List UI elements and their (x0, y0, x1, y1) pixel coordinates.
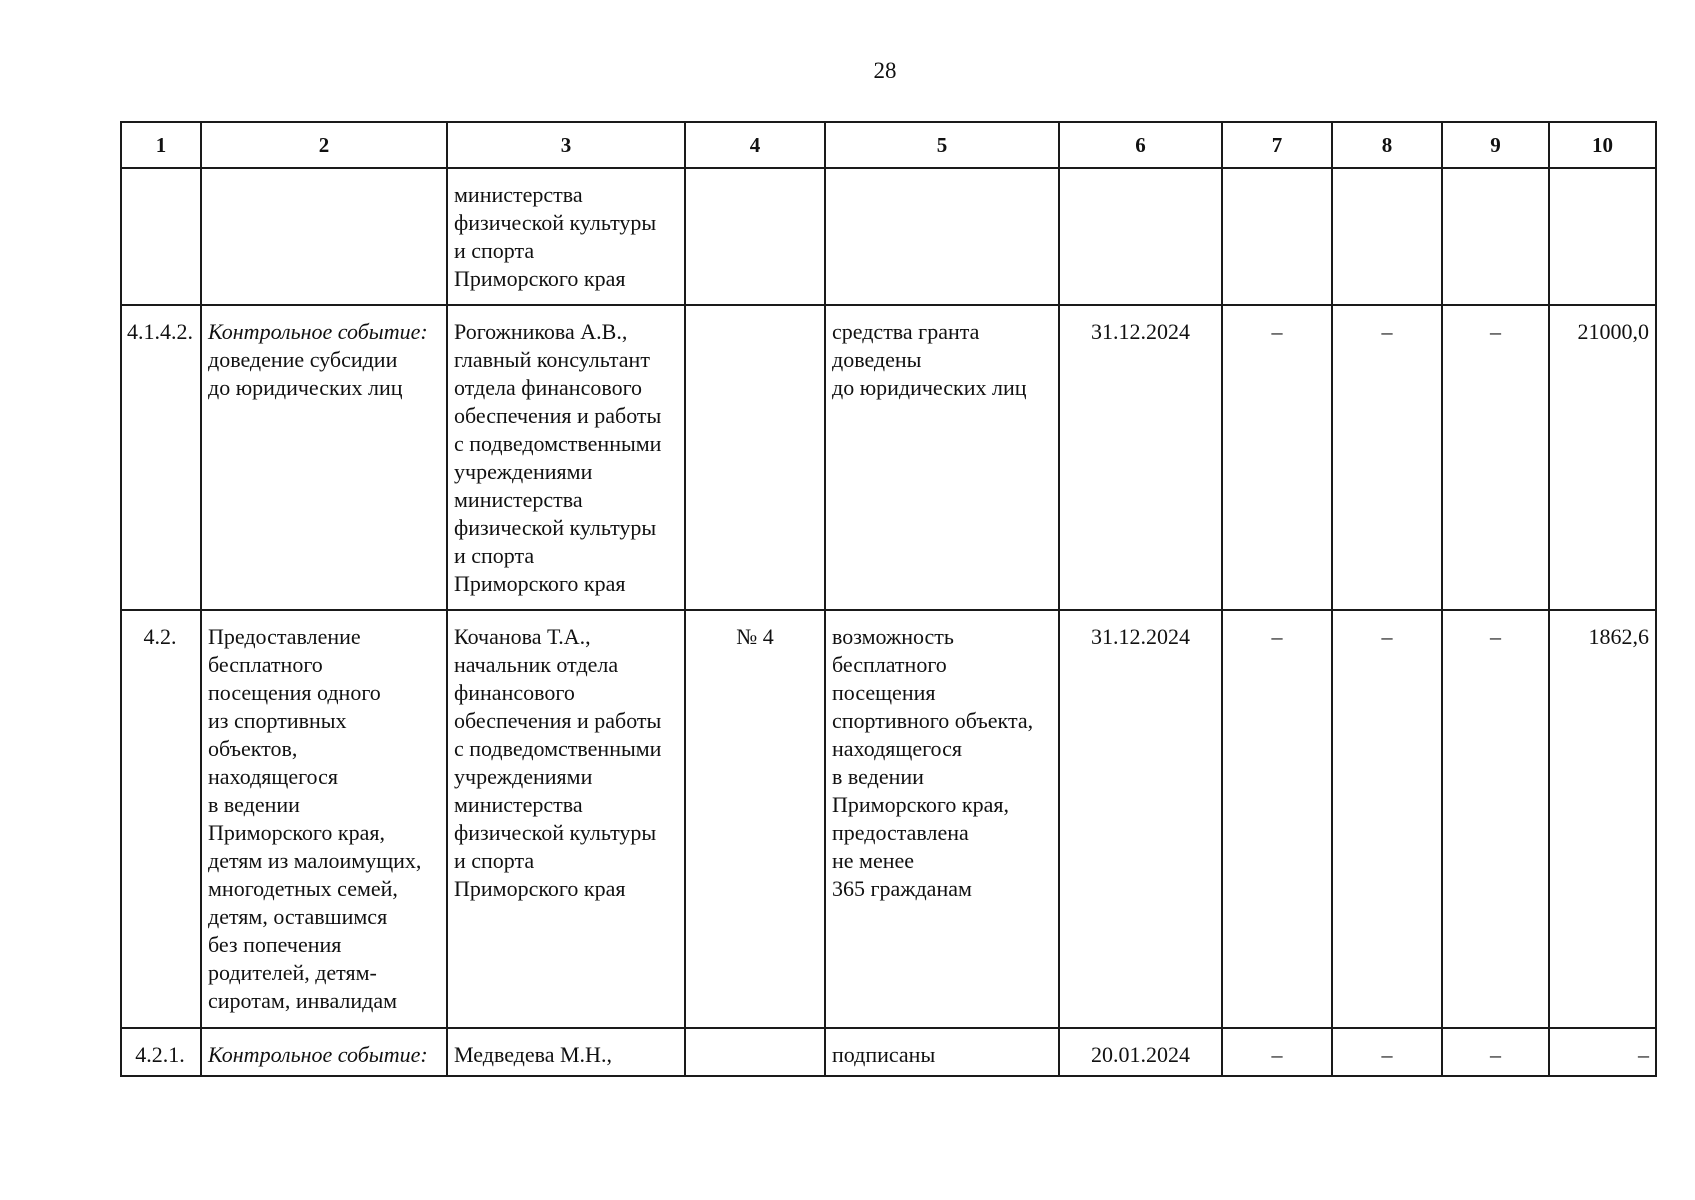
result-cell (825, 168, 1059, 305)
col7-cell: – (1222, 610, 1332, 1028)
header-cell-2: 2 (201, 122, 447, 168)
result-cell: средства гранта доведены до юридических лиц (825, 305, 1059, 610)
header-cell-1: 1 (121, 122, 201, 168)
event-text: Предоставление бесплатного посещения одного из спортивных объектов, находящегося в ведении Приморского края, детям из малоимущих, многодетных семей, детям, оставшимся без попечения родителей, детям- сиротам, инвалидам (208, 624, 422, 1013)
header-cell-3: 3 (447, 122, 685, 168)
event-name (201, 610, 447, 1028)
row-number (121, 168, 201, 305)
col9-cell: – (1442, 305, 1549, 610)
date-cell: 20.01.2024 (1059, 1028, 1222, 1076)
header-cell-5: 5 (825, 122, 1059, 168)
header-cell-9: 9 (1442, 122, 1549, 168)
header-cell-7: 7 (1222, 122, 1332, 168)
col7-cell: – (1222, 305, 1332, 610)
header-row (121, 122, 1656, 168)
header-cell-4: 4 (685, 122, 825, 168)
col7-cell (1222, 168, 1332, 305)
col8-cell (1332, 168, 1442, 305)
responsible-person: Медведева М.Н., (447, 1028, 685, 1076)
col10-cell (1549, 168, 1656, 305)
table-row (121, 305, 1656, 610)
table-row (121, 168, 1656, 305)
reference-cell (685, 305, 825, 610)
row-number: 4.1.4.2. (121, 305, 201, 610)
table-row (121, 610, 1656, 1028)
col8-cell: – (1332, 1028, 1442, 1076)
result-cell: возможность бесплатного посещения спортивного объекта, находящегося в ведении Приморского края, предоставлена не менее 365 гражданам (825, 610, 1059, 1028)
responsible-person: министерства физической культуры и спорта Приморского края (447, 168, 685, 305)
result-cell: подписаны (825, 1028, 1059, 1076)
event-text: доведение субсидии до юридических лиц (208, 347, 403, 400)
header-cell-6: 6 (1059, 122, 1222, 168)
event-name (201, 1028, 447, 1076)
event-name (201, 168, 447, 305)
col9-cell: – (1442, 1028, 1549, 1076)
reference-cell (685, 168, 825, 305)
page-number: 28 (873, 58, 897, 83)
table-row (121, 1028, 1656, 1076)
col9-cell (1442, 168, 1549, 305)
col8-cell: – (1332, 305, 1442, 610)
col10-cell: 21000,0 (1549, 305, 1656, 610)
date-cell (1059, 168, 1222, 305)
event-name (201, 305, 447, 610)
col10-cell: 1862,6 (1549, 610, 1656, 1028)
reference-cell (685, 1028, 825, 1076)
plan-table (120, 121, 1657, 1077)
date-cell: 31.12.2024 (1059, 305, 1222, 610)
event-lead: Контрольное событие: (208, 1042, 428, 1067)
col8-cell: – (1332, 610, 1442, 1028)
date-cell: 31.12.2024 (1059, 610, 1222, 1028)
row-number: 4.2.1. (121, 1028, 201, 1076)
event-lead: Контрольное событие: (208, 319, 428, 344)
header-cell-8: 8 (1332, 122, 1442, 168)
col7-cell: – (1222, 1028, 1332, 1076)
responsible-person: Рогожникова А.В., главный консультант отдела финансового обеспечения и работы с подведомственными учреждениями министерства физической культуры и спорта Приморского края (447, 305, 685, 610)
reference-cell: № 4 (685, 610, 825, 1028)
header-cell-10: 10 (1549, 122, 1656, 168)
responsible-person: Кочанова Т.А., начальник отдела финансового обеспечения и работы с подведомственными учреждениями министерства физической культуры и спорта Приморского края (447, 610, 685, 1028)
col9-cell: – (1442, 610, 1549, 1028)
row-number: 4.2. (121, 610, 201, 1028)
col10-cell: – (1549, 1028, 1656, 1076)
